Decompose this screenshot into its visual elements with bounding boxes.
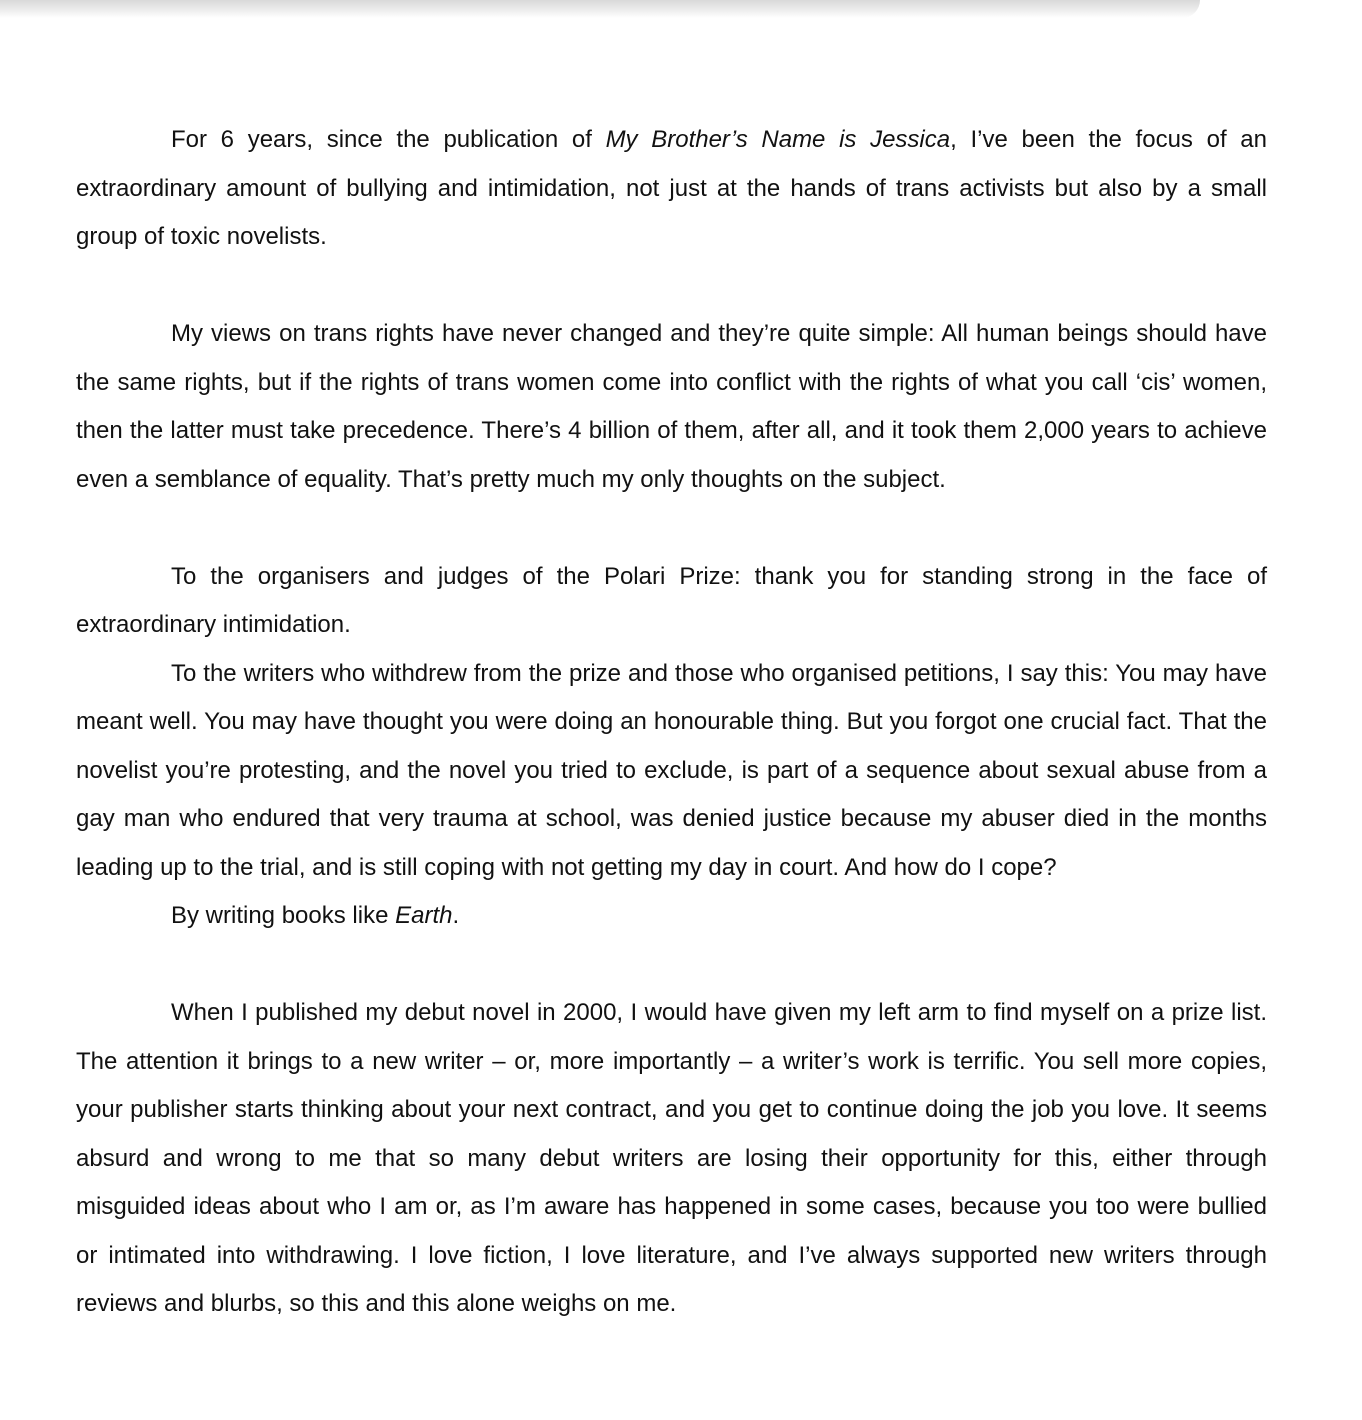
paragraph-4: To the writers who withdrew from the prize and those who organised petitions, I say this: You may have meant well. You may have thought you were doing an honourable thing. But you forgot one crucial fact. That the novelist you’re protesting, and the novel you tried to exclude, is part of a sequence about sexual abuse from a gay man who endured that very trauma at school, was denied justice because my abuser died in the months leading up to the trial, and is still coping with not getting my day in court. And how do I cope? — [76, 659, 1267, 881]
paragraph-1 — [76, 116, 1267, 262]
window-top-shadow — [0, 0, 1200, 18]
book-title-earth: Earth — [395, 902, 453, 929]
paragraph-6: When I published my debut novel in 2000, I would have given my left arm to find myself on a prize list. The attention it brings to a new writer – or, more importantly – a writer’s work is terrific. You sell more copies, your publisher starts thinking about your next contract, and you get to continue doing the job you love. It seems absurd and wrong to me that so many debut writers are losing their opportunity for this, either through misguided ideas about who I am or, as I’m aware has happened in some cases, because you too were bullied or intimated into withdrawing. I love fiction, I love literature, and I’ve always supported new writers through reviews and blurbs, so this and this alone weighs on me. — [76, 999, 1267, 1317]
paragraph-5-text-start: By writing books like — [171, 902, 396, 929]
document-page — [76, 116, 1267, 1329]
paragraph-spacer — [76, 262, 1267, 311]
book-title-my-brothers-name-is-jessica: My Brother’s Name is Jessica — [605, 126, 951, 153]
paragraph-1-text-start: For 6 years, since the publication of — [171, 126, 606, 153]
paragraph-spacer — [76, 941, 1267, 990]
paragraph-spacer — [76, 504, 1267, 553]
paragraph-5 — [76, 892, 1267, 941]
paragraph-5-text-end: . — [452, 902, 460, 929]
paragraph-3: To the organisers and judges of the Polari Prize: thank you for standing strong in the face of extraordinary intimidation. — [76, 562, 1267, 638]
paragraph-2: My views on trans rights have never changed and they’re quite simple: All human beings should have the same rights, but if the rights of trans women come into conflict with the rights of what you call ‘cis’ women, then the latter must take precedence. There’s 4 billion of them, after all, and it took them 2,000 years to achieve even a semblance of equality. That’s pretty much my only thoughts on the subject. — [76, 320, 1267, 493]
paragraph-1-text-end: , I’ve been the focus of an extraordinary amount of bullying and intimidation, not just at the hands of trans activists but also by a small group of toxic novelists. — [76, 126, 1267, 250]
